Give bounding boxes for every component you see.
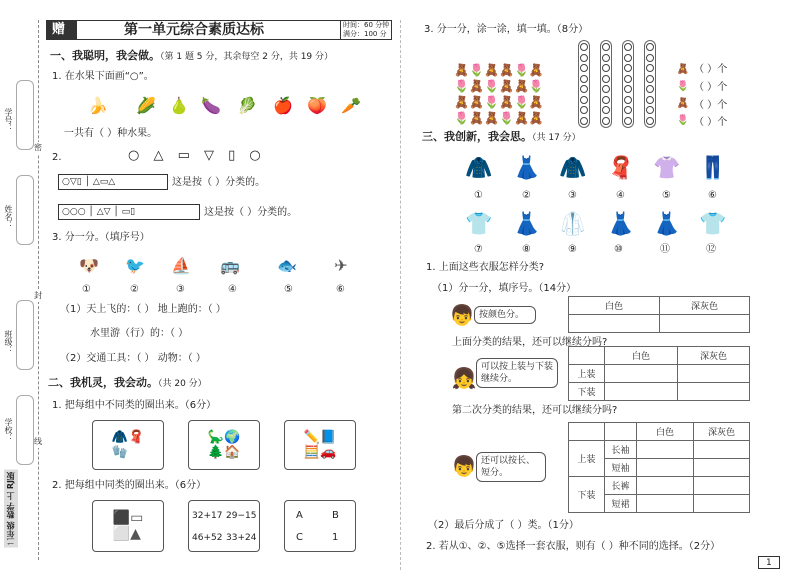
school-box: [16, 395, 34, 465]
cabbage-picture: 🥬: [237, 95, 257, 115]
eggplant-picture: 🍆: [201, 95, 221, 115]
bead-circle[interactable]: [624, 64, 632, 72]
q7-text: 1. 上面这些衣服怎样分类?: [426, 262, 545, 273]
q6-unit-4: 个: [717, 117, 728, 128]
bead-circle[interactable]: [646, 75, 654, 83]
time-label: 时间：60 分钟: [343, 21, 390, 29]
peach-picture: 🍑: [307, 95, 327, 115]
table3-cell-3w[interactable]: [637, 477, 694, 495]
bead-circle[interactable]: [624, 43, 632, 51]
bead-circle[interactable]: [624, 85, 632, 93]
doll-grid: 🧸🌷🧸🧸🌷🧸 🌷🧸🌷🧸🧸🌷 🧸🧸🌷🧸🌷🧸 🌷🧸🧸🌷🧸🧸: [454, 63, 544, 125]
bead-circle[interactable]: [602, 85, 610, 93]
q5-text: 2. 把每组中同类的圈出来。（6分）: [52, 480, 207, 491]
fold-line: [400, 20, 401, 570]
q3-text: 3. 分一分。（填序号）: [52, 232, 150, 243]
bead-column-3: [622, 40, 634, 128]
table1-header-white: 白色: [569, 297, 660, 315]
section-1-heading: 一、我聪明，我会做。: [50, 49, 160, 62]
school-label: 学校：: [4, 418, 13, 442]
bead-circle[interactable]: [602, 96, 610, 104]
q1-answer: 一共有（ ）种水果。: [64, 128, 158, 139]
sailboat-picture: ⛵: [171, 255, 191, 275]
clothes-11: 👗: [653, 211, 681, 237]
q6-text: 3. 分一分，涂一涂，填一填。（8分）: [424, 24, 589, 35]
clothes-num-10: ⑩: [614, 244, 623, 255]
clothes-num-1: ①: [474, 190, 483, 201]
cut-mark-2: 封: [34, 291, 42, 300]
bead-column-1: [578, 40, 590, 128]
bead-circle[interactable]: [602, 75, 610, 83]
clothes-1: 🧥: [465, 155, 493, 181]
table3-cell-4w[interactable]: [637, 495, 694, 513]
grade-banner: 二年级 数学 上 RJ版: [4, 470, 18, 548]
q7-mid: 上面分类的结果，还可以继续分吗?: [452, 337, 608, 348]
table3-sub-long-pants: 长裤: [605, 477, 637, 495]
bead-circle[interactable]: [646, 43, 654, 51]
bead-circle[interactable]: [646, 106, 654, 114]
q6-blank-4: （ ）个: [694, 117, 728, 128]
clothes-num-7: ⑦: [474, 244, 483, 255]
bead-circle[interactable]: [602, 43, 610, 51]
bead-circle[interactable]: [580, 75, 588, 83]
q5-letter-3: C: [296, 532, 303, 543]
bead-circle[interactable]: [624, 54, 632, 62]
q6-blank-1: （ ）个: [694, 64, 728, 75]
q3-num-6: ⑥: [336, 284, 345, 295]
apple-picture: 🍎: [273, 95, 293, 115]
table3-cell-1w[interactable]: [637, 441, 694, 459]
table3-sub-long-sleeve: 长袖: [605, 441, 637, 459]
bead-circle[interactable]: [646, 64, 654, 72]
table3-sub-short-skirt: 短裙: [605, 495, 637, 513]
clothes-num-6: ⑥: [708, 190, 717, 201]
boy-avatar-1: 👦: [449, 303, 475, 327]
section-2-note: （共 20 分）: [158, 379, 207, 389]
q3-c: （2）交通工具：（ ） 动物：（ ）: [60, 353, 206, 364]
table3-sub-short-sleeve: 短袖: [605, 459, 637, 477]
clothes-6: 👖: [699, 155, 727, 181]
bead-circle[interactable]: [602, 64, 610, 72]
clothes-num-4: ④: [616, 190, 625, 201]
q3-num-5: ⑤: [284, 284, 293, 295]
name-label: 姓名：: [4, 205, 13, 229]
boy-avatar-2: 👦: [451, 454, 477, 478]
section-2-title: [48, 377, 207, 390]
header-badge: 赠: [52, 22, 66, 37]
speech-bubble-3: 还可以按长、短分。: [476, 452, 546, 482]
bead-circle[interactable]: [580, 106, 588, 114]
cut-mark-3: 线: [34, 437, 42, 446]
clothes-7: 👕: [465, 211, 493, 237]
q3-num-2: ②: [130, 284, 139, 295]
section-1-note: （第 1 题 5 分，其余每空 2 分，共 19 分）: [160, 52, 334, 62]
class-label: 班级：: [4, 330, 13, 354]
q2-group-1-shapes: ○▽▯ │ △▭△: [62, 177, 116, 187]
q2-row1-text: 这是按（ ）分类的。: [172, 177, 266, 188]
section-3-note: （共 17 分）: [532, 133, 581, 143]
table-2: [568, 346, 750, 401]
q3-num-4: ④: [228, 284, 237, 295]
girl-avatar: 👧: [451, 366, 477, 390]
speech-bubble-1: 按颜色分。: [474, 306, 536, 324]
bead-circle[interactable]: [580, 85, 588, 93]
table1-cell-white[interactable]: [569, 315, 660, 333]
clothes-num-9: ⑨: [568, 244, 577, 255]
q3-num-3: ③: [176, 284, 185, 295]
carrot-picture: 🥕: [341, 95, 361, 115]
section-3-heading: 三、我创新，我会思。: [422, 130, 532, 143]
bead-circle[interactable]: [602, 54, 610, 62]
clothes-10: 👗: [607, 211, 635, 237]
table1-header-grey: 深灰色: [660, 297, 750, 315]
q3-a: （1）天上飞的：（ ） 地上跑的：（ ）: [60, 304, 226, 315]
bead-column-4: [644, 40, 656, 128]
table2-header-white: 白色: [605, 347, 678, 365]
q4-text: 1. 把每组中不同类的圈出来。（6分）: [52, 400, 217, 411]
q3-b: 水里游（行）的：（ ）: [90, 328, 189, 339]
answer-icons: 🧸 🌷 🧸 🌷: [676, 64, 690, 126]
bead-circle[interactable]: [646, 117, 654, 125]
q5-math-2: 29−15: [226, 511, 257, 521]
clothes-num-12: ⑫: [706, 244, 716, 255]
class-box: [16, 300, 34, 370]
q2-shapes: ○ △ ▭ ▽ ▯ ○: [128, 148, 266, 163]
q1-text: 1. 在水果下面画“○”。: [52, 71, 154, 82]
bead-circle[interactable]: [580, 54, 588, 62]
sidebar: [0, 0, 42, 588]
clothes-4: 🧣: [607, 155, 635, 181]
table3-cell-4g[interactable]: [694, 495, 750, 513]
q2-label: 2.: [52, 152, 62, 163]
table3-cell-1g[interactable]: [694, 441, 750, 459]
table2-cell-bottom-white[interactable]: [605, 383, 678, 401]
table2-cell-top-grey[interactable]: [678, 365, 750, 383]
q5-math-3: 46+52: [192, 533, 223, 543]
bead-circle[interactable]: [624, 117, 632, 125]
q3-num-1: ①: [82, 284, 91, 295]
section-1-title: [50, 50, 333, 63]
page-title: 第一单元综合素质达标: [124, 22, 264, 38]
bead-circle[interactable]: [646, 85, 654, 93]
page-number: 1: [766, 558, 772, 568]
q5-group-1-shapes: ⬛▭ ⬜▲: [112, 510, 144, 542]
q4-group-1-items: 🧥🧣 🧤: [111, 430, 145, 460]
bead-circle[interactable]: [624, 96, 632, 104]
q6-unit-2: 个: [717, 82, 728, 93]
clothes-8: 👗: [513, 211, 541, 237]
dog-picture: 🐶: [79, 255, 99, 275]
table3-corner-1: [569, 423, 605, 441]
student-id-box: [16, 80, 34, 150]
table3-row-bottom: 下装: [569, 477, 605, 513]
q5-group-3: [284, 500, 356, 552]
clothes-num-5: ⑤: [662, 190, 671, 201]
table2-header-grey: 深灰色: [678, 347, 750, 365]
clothes-2: 👗: [513, 155, 541, 181]
table3-header-grey: 深灰色: [694, 423, 750, 441]
corn-picture: 🌽: [136, 95, 156, 115]
table3-cell-2w[interactable]: [637, 459, 694, 477]
table2-cell-top-white[interactable]: [605, 365, 678, 383]
clothes-12: 👕: [699, 211, 727, 237]
q2-group-2-shapes: ○○○ │ △▽ │ ▭▯: [62, 207, 136, 217]
bead-circle[interactable]: [580, 96, 588, 104]
clothes-num-3: ③: [568, 190, 577, 201]
bead-circle[interactable]: [624, 106, 632, 114]
fish-picture: 🐟: [277, 255, 297, 275]
q7-second: 第二次分类的结果，还可以继续分吗?: [452, 405, 618, 416]
clothes-num-2: ②: [522, 190, 531, 201]
table3-corner-2: [605, 423, 637, 441]
table1-cell-grey[interactable]: [660, 315, 750, 333]
bead-columns: [570, 40, 670, 130]
bird-picture: 🐦: [125, 255, 145, 275]
q5-letter-2: B: [332, 510, 339, 521]
bead-circle[interactable]: [580, 43, 588, 51]
banana-picture: 🍌: [88, 95, 108, 115]
table3-header-white: 白色: [637, 423, 694, 441]
clothes-5: 👚: [653, 155, 681, 181]
table2-corner: [569, 347, 605, 365]
student-id-label: 学号：: [4, 108, 13, 132]
q5-letter-1: A: [296, 510, 303, 521]
bus-picture: 🚌: [220, 255, 240, 275]
table3-row-top: 上装: [569, 441, 605, 477]
q7-2-text: （2）最后分成了（ ）类。（1分）: [428, 520, 579, 531]
q6-blank-2: （ ）个: [694, 82, 728, 93]
table-3: [568, 422, 750, 513]
bead-circle[interactable]: [580, 64, 588, 72]
clothes-num-11: ⑪: [660, 244, 670, 255]
name-box: [16, 175, 34, 245]
bead-circle[interactable]: [646, 96, 654, 104]
table3-cell-2g[interactable]: [694, 459, 750, 477]
q7-1-text: （1）分一分，填序号。（14分）: [432, 283, 577, 294]
table2-cell-bottom-grey[interactable]: [678, 383, 750, 401]
bead-column-2: [600, 40, 612, 128]
clothes-9: 🥼: [559, 211, 587, 237]
speech-bubble-2: 可以按上装与下装继续分。: [476, 358, 558, 388]
q6-unit-1: 个: [717, 64, 728, 75]
clothes-3: 🧥: [559, 155, 587, 181]
bead-circle[interactable]: [580, 117, 588, 125]
bead-circle[interactable]: [646, 54, 654, 62]
table3-cell-3g[interactable]: [694, 477, 750, 495]
q6-blank-3: （ ）个: [694, 100, 728, 111]
table2-row-bottom: 下装: [569, 383, 605, 401]
bead-circle[interactable]: [624, 75, 632, 83]
pear-picture: 🍐: [169, 95, 189, 115]
score-label: 满分：100 分: [343, 30, 387, 38]
q5-group-2: [188, 500, 260, 552]
q8-text: 2. 若从①、②、⑤选择一套衣服，则有（ ）种不同的选择。（2分）: [426, 541, 721, 552]
q2-row2-text: 这是按（ ）分类的。: [204, 207, 298, 218]
q6-unit-3: 个: [717, 100, 728, 111]
q5-letter-4: 1: [332, 532, 339, 543]
airplane-picture: ✈: [334, 255, 348, 275]
bead-circle[interactable]: [602, 106, 610, 114]
q4-group-2-items: 🦕🌍 🌲🏠: [207, 430, 241, 460]
section-2-heading: 二、我机灵，我会动。: [48, 376, 158, 389]
table2-row-top: 上装: [569, 365, 605, 383]
q5-math-1: 32+17: [192, 511, 223, 521]
q5-math-4: 33+24: [226, 533, 257, 543]
clothes-num-8: ⑧: [522, 244, 531, 255]
table-1: [568, 296, 750, 333]
cut-mark-1: 密: [34, 143, 42, 152]
bead-circle[interactable]: [602, 117, 610, 125]
section-3-title: [422, 131, 581, 144]
q4-group-3-items: ✏️📘 🧮🚗: [303, 430, 337, 460]
